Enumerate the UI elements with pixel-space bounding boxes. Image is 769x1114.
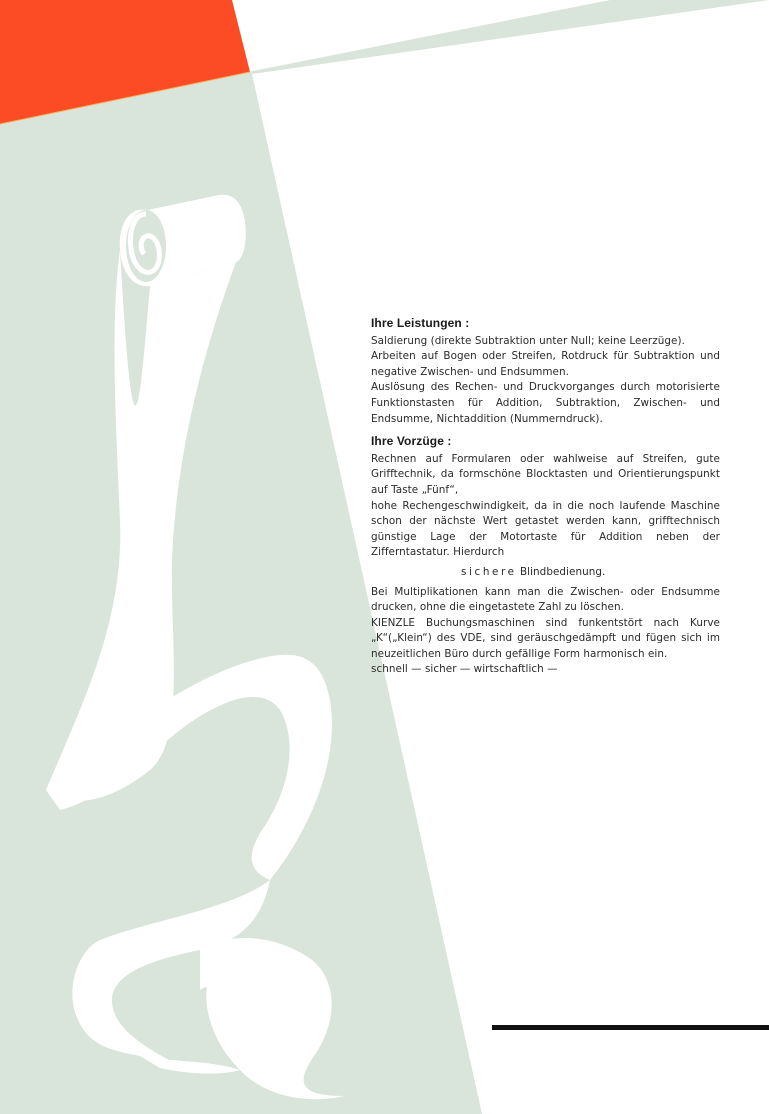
leistungen-line-1: Saldierung (direkte Subtraktion unter Null; keine Leerzüge). xyxy=(371,334,685,347)
leistungen-line-3: Auslösung des Rechen- und Druckvorganges durch motorisierte Funktionstasten für Addition, Subtraktion, Zwischen- und Endsumme, Nichtaddition (Nummerndruck). xyxy=(371,381,720,425)
vorzuege-line-1: Rechnen auf Formularen oder wahlweise auf Streifen, gute Grifftechnik, da formschöne Blocktasten und Orientierungspunkt auf Taste „Fünf“, xyxy=(371,452,720,496)
emphasis-rest: Blindbedienung. xyxy=(516,565,606,578)
black-rule xyxy=(492,1025,769,1030)
leistungen-line-2: Arbeiten auf Bogen oder Streifen, Rotdruck für Subtraktion und negative Zwischen- und Endsummen. xyxy=(371,350,720,378)
vorzuege-after-2: KIENZLE Buchungsmaschinen sind funkentstört nach Kurve „K“(„Klein“) des VDE, sind geräuschgedämpft und fügen sich im neuzeitlichen Büro durch gefällige Form harmonisch ein. xyxy=(371,616,720,660)
spec-text-block xyxy=(371,316,720,678)
vorzuege-after-1: Bei Multiplikationen kann man die Zwischen- oder Endsumme drucken, ohne die eingetastete Zahl zu löschen. xyxy=(371,585,720,614)
vorzuege-after-3: schnell — sicher — wirtschaftlich — xyxy=(371,663,558,676)
vorzuege-line-2: hohe Rechengeschwindigkeit, da in die noch laufende Maschine schon der nächste Wert getastet werden kann, grifftechnisch günstige Lage der Motortaste für Addition neben der Zifferntastatur. Hierdurch xyxy=(371,499,720,559)
heading-vorzuege: Ihre Vorzüge : xyxy=(371,434,452,449)
blindbedienung-line xyxy=(371,565,720,581)
emphasis-sichere: sichere xyxy=(461,565,517,578)
heading-leistungen: Ihre Leistungen : xyxy=(371,316,470,330)
